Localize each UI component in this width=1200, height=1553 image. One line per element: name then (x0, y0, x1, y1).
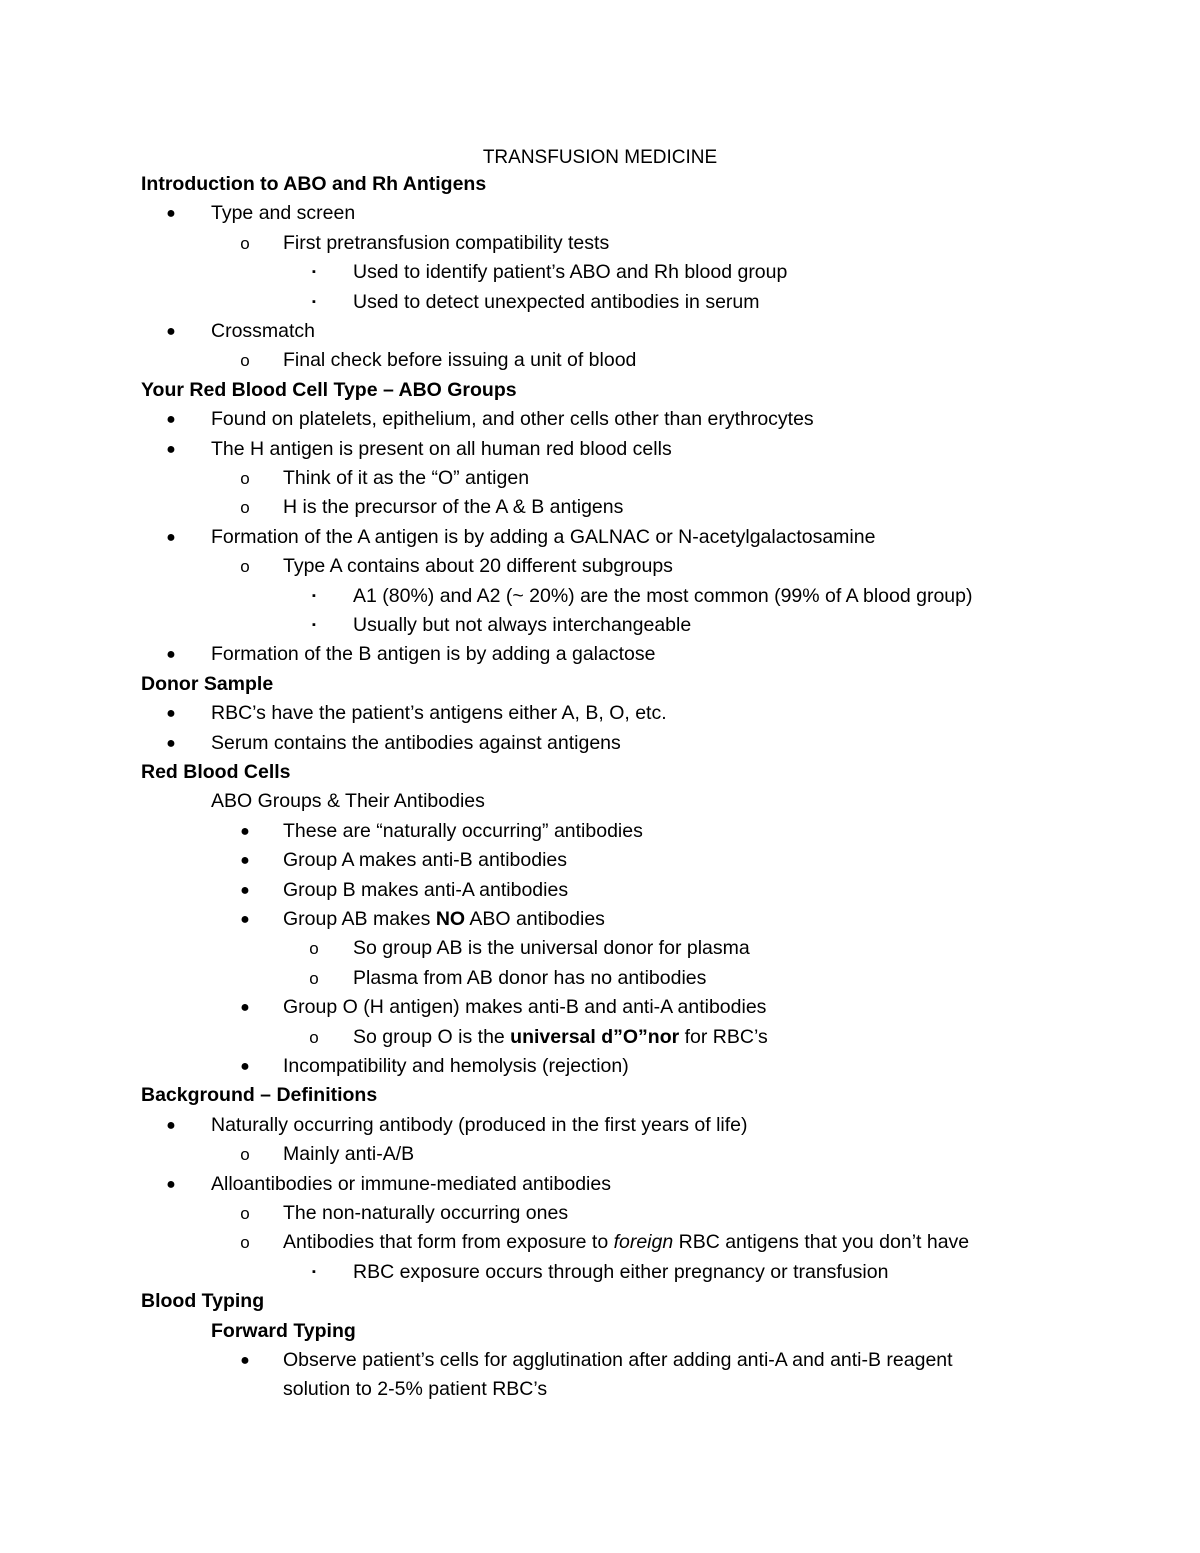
list-item-text: Usually but not always interchangeable (353, 614, 692, 636)
bullet-disc-icon: ● (240, 1058, 250, 1075)
text-run: NO (435, 908, 466, 930)
section-heading-text: Red Blood Cells (141, 761, 291, 783)
list-item-text: Type and screen (211, 202, 356, 224)
section-heading (0, 1287, 1200, 1316)
bullet-disc-icon: ● (166, 646, 176, 663)
list-item-text: Used to detect unexpected antibodies in serum (353, 291, 760, 313)
bullet-disc-icon: ● (166, 735, 176, 752)
bullet-circle-icon: o (309, 969, 319, 988)
text-run: ABO antibodies (465, 908, 605, 930)
text-run: Group AB makes (283, 908, 436, 930)
section-heading-text: Donor Sample (141, 673, 274, 695)
bullet-disc-icon: ● (240, 823, 250, 840)
bullet-circle-icon: o (240, 498, 250, 517)
sub-heading-text: Forward Typing (211, 1320, 356, 1342)
list-item (0, 934, 1200, 963)
bullet-square-icon: ▪ (312, 619, 316, 631)
list-item-text: First pretransfusion compatibility tests (283, 232, 610, 254)
list-item (0, 346, 1200, 375)
bullet-disc-icon: ● (240, 1352, 250, 1369)
list-item (0, 993, 1200, 1022)
text-run: So group O is the (353, 1026, 511, 1048)
bullet-disc-icon: ● (166, 705, 176, 722)
text-run: universal d”O”nor (510, 1026, 680, 1048)
bullet-circle-icon: o (240, 557, 250, 576)
bullet-square-icon: ▪ (312, 266, 316, 278)
bullet-disc-icon: ● (240, 852, 250, 869)
section-heading (0, 758, 1200, 787)
list-item-text (283, 905, 605, 934)
bullet-disc-icon: ● (166, 323, 176, 340)
sub-heading (0, 1317, 1200, 1346)
bullet-disc-icon: ● (166, 529, 176, 546)
bullet-circle-icon: o (240, 469, 250, 488)
list-item-text: Group A makes anti-B antibodies (283, 849, 567, 871)
list-item-text: Found on platelets, epithelium, and other cells other than erythrocytes (211, 408, 814, 430)
list-item-text: Formation of the B antigen is by adding a galactose (211, 643, 656, 665)
list-item (0, 258, 1200, 287)
list-item-text: Final check before issuing a unit of blood (283, 349, 637, 371)
list-item-text: Incompatibility and hemolysis (rejection) (283, 1055, 629, 1077)
list-item (0, 1023, 1200, 1052)
section-heading-text: Introduction to ABO and Rh Antigens (141, 173, 487, 195)
list-item (0, 1111, 1200, 1140)
list-item (0, 523, 1200, 552)
list-item (0, 229, 1200, 258)
section-heading (0, 1081, 1200, 1110)
list-item (0, 846, 1200, 875)
list-item (0, 1140, 1200, 1169)
bullet-disc-icon: ● (240, 999, 250, 1016)
list-item (0, 552, 1200, 581)
list-item (0, 1258, 1200, 1287)
list-item-text: RBC exposure occurs through either pregnancy or transfusion (353, 1261, 889, 1283)
bullet-circle-icon: o (240, 1145, 250, 1164)
list-item (0, 1170, 1200, 1199)
bullet-disc-icon: ● (166, 1117, 176, 1134)
bullet-square-icon: ▪ (312, 590, 316, 602)
list-item-text: solution to 2-5% patient RBC’s (283, 1378, 548, 1400)
list-item-text: H is the precursor of the A & B antigens (283, 496, 624, 518)
bullet-circle-icon: o (309, 939, 319, 958)
bullet-disc-icon: ● (166, 441, 176, 458)
list-item (0, 964, 1200, 993)
list-item (0, 405, 1200, 434)
sub-heading-text: ABO Groups & Their Antibodies (211, 790, 485, 812)
list-item (0, 288, 1200, 317)
list-item (0, 435, 1200, 464)
list-item-text: So group AB is the universal donor for plasma (353, 937, 750, 959)
list-item (0, 582, 1200, 611)
list-item-text: RBC’s have the patient’s antigens either A, B, O, etc. (211, 702, 667, 724)
section-heading-text: Background – Definitions (141, 1084, 378, 1106)
list-item (0, 876, 1200, 905)
list-item-text: Mainly anti-A/B (283, 1143, 415, 1165)
list-item-text: A1 (80%) and A2 (~ 20%) are the most common (99% of A blood group) (353, 585, 973, 607)
list-item (0, 1052, 1200, 1081)
list-item (0, 729, 1200, 758)
document-title: TRANSFUSION MEDICINE (482, 147, 718, 168)
bullet-disc-icon: ● (166, 1176, 176, 1193)
list-item (0, 464, 1200, 493)
list-item-text: The H antigen is present on all human red blood cells (211, 438, 672, 460)
list-item (0, 1375, 1200, 1404)
list-item-text: Type A contains about 20 different subgroups (283, 555, 673, 577)
bullet-disc-icon: ● (240, 911, 250, 928)
list-item (0, 1199, 1200, 1228)
text-run: RBC antigens that you don’t have (673, 1231, 970, 1253)
list-item-text: Serum contains the antibodies against antigens (211, 732, 621, 754)
list-item-text: Group B makes anti-A antibodies (283, 879, 569, 901)
bullet-circle-icon: o (240, 1204, 250, 1223)
text-run: for RBC’s (679, 1026, 768, 1048)
section-heading (0, 170, 1200, 199)
bullet-circle-icon: o (309, 1028, 319, 1047)
list-item (0, 611, 1200, 640)
section-heading-text: Your Red Blood Cell Type – ABO Groups (141, 379, 517, 401)
list-item (0, 640, 1200, 669)
text-run: Antibodies that form from exposure to (283, 1231, 614, 1253)
bullet-circle-icon: o (240, 234, 250, 253)
text-run: foreign (613, 1231, 674, 1253)
list-item-text: Observe patient’s cells for agglutination after adding anti-A and anti-B reagent (283, 1349, 953, 1371)
list-item (0, 199, 1200, 228)
list-item-text: Used to identify patient’s ABO and Rh blood group (353, 261, 788, 283)
section-heading-text: Blood Typing (141, 1290, 265, 1312)
list-item (0, 1228, 1200, 1257)
list-item-text: Alloantibodies or immune-mediated antibodies (211, 1173, 611, 1195)
list-item (0, 317, 1200, 346)
list-item (0, 817, 1200, 846)
list-item-text (283, 1228, 969, 1257)
bullet-disc-icon: ● (240, 882, 250, 899)
bullet-square-icon: ▪ (312, 1266, 316, 1278)
list-item-text: Formation of the A antigen is by adding a GALNAC or N-acetylgalactosamine (211, 526, 876, 548)
list-item-text: Crossmatch (211, 320, 316, 342)
bullet-circle-icon: o (240, 1233, 250, 1252)
list-item-text: Naturally occurring antibody (produced in the first years of life) (211, 1114, 748, 1136)
bullet-square-icon: ▪ (312, 296, 316, 308)
list-item-text: The non-naturally occurring ones (283, 1202, 569, 1224)
section-heading (0, 670, 1200, 699)
list-item (0, 493, 1200, 522)
list-item (0, 1346, 1200, 1375)
section-heading (0, 376, 1200, 405)
bullet-circle-icon: o (240, 351, 250, 370)
list-item (0, 699, 1200, 728)
list-item-text: Group O (H antigen) makes anti-B and anti-A antibodies (283, 996, 767, 1018)
list-item-text (353, 1023, 768, 1052)
list-item-text: Plasma from AB donor has no antibodies (353, 967, 707, 989)
list-item-text: These are “naturally occurring” antibodies (283, 820, 643, 842)
bullet-disc-icon: ● (166, 411, 176, 428)
bullet-disc-icon: ● (166, 205, 176, 222)
list-item (0, 905, 1200, 934)
sub-heading (0, 787, 1200, 816)
list-item-text: Think of it as the “O” antigen (283, 467, 530, 489)
